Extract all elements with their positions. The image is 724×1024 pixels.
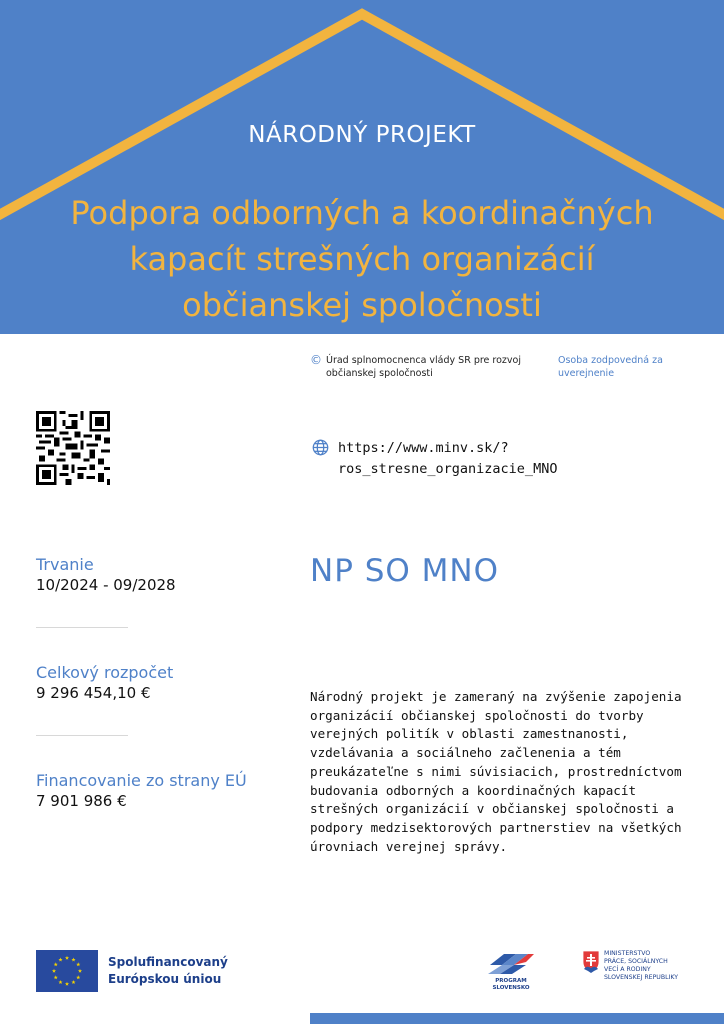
description-line: preukázateľne s nimi súvisiacich, prostredníctvom (310, 763, 682, 779)
ministry-logo-line: SLOVENSKEJ REPUBLIKY (604, 974, 678, 981)
eu-cofinanced-logo-text (108, 954, 228, 988)
description-line: podpory medzisektorových partnerstiev na všetkých (310, 819, 682, 835)
total-budget-label: Celkový rozpočet (36, 663, 174, 682)
eu-logo-line: Spolufinancovaný (108, 955, 228, 969)
project-code: NP SO MNO (310, 553, 500, 589)
description-line: organizácií občianskej spoločnosti do tvorby (310, 707, 644, 723)
slovak-coat-of-arms-icon (582, 950, 600, 974)
description-line: strešných organizácií v občianskej spoločnosti a (310, 801, 674, 817)
project-title-line: kapacít strešných organizácií (129, 240, 595, 278)
eu-flag-icon (36, 950, 98, 992)
description-line: verejných politík v oblasti zamestnanosti, (310, 726, 629, 742)
description-line: úrovniach verejnej správy. (310, 838, 508, 854)
description-line: budovania odborných a koordinačných kapacít (310, 782, 637, 798)
duration-label: Trvanie (36, 555, 94, 574)
total-budget-value: 9 296 454,10 € (36, 684, 151, 702)
program-logo-line: SLOVENSKO (492, 985, 530, 991)
globe-icon (312, 439, 329, 456)
divider (36, 735, 128, 736)
website-link[interactable] (338, 438, 678, 480)
responsible-person-label: Osoba zodpovedná za uverejnenie (558, 355, 663, 379)
website-url-line: ros_stresne_organizacie_MNO (338, 461, 558, 477)
description-line: vzdelávania a sociálneho začlenenia a tém (310, 745, 621, 761)
project-title-line: Podpora odborných a koordinačných (70, 194, 654, 232)
project-title (40, 190, 684, 328)
project-header (0, 0, 724, 334)
duration-value: 10/2024 - 09/2028 (36, 576, 176, 594)
eu-funding-value: 7 901 986 € (36, 792, 127, 810)
responsible-office: Úrad splnomocnenca vlády SR pre rozvoj občianskej spoločnosti (326, 355, 521, 379)
eu-funding-label: Financovanie zo strany EÚ (36, 771, 247, 790)
copyright-icon: © (310, 353, 322, 367)
program-logo-line: PROGRAM (495, 978, 527, 984)
program-slovensko-text (486, 978, 536, 992)
ministry-logo-line: PRÁCE, SOCIÁLNYCH (604, 958, 668, 965)
ministry-logo-text (604, 950, 716, 982)
ministry-logo-line: MINISTERSTVO (604, 950, 651, 957)
project-description (310, 688, 700, 856)
project-title-line: občianskej spoločnosti (182, 286, 542, 324)
qr-code-icon[interactable] (36, 411, 110, 485)
divider (36, 627, 128, 628)
ministry-logo-line: VECÍ A RODINY (604, 966, 651, 973)
footer-accent-bar (310, 1013, 724, 1024)
project-kicker: NÁRODNÝ PROJEKT (248, 122, 476, 148)
website-url-line: https://www.minv.sk/? (338, 440, 509, 456)
description-line: Národný projekt je zameraný na zvýšenie zapojenia (310, 689, 682, 704)
eu-logo-line: Európskou úniou (108, 972, 222, 986)
